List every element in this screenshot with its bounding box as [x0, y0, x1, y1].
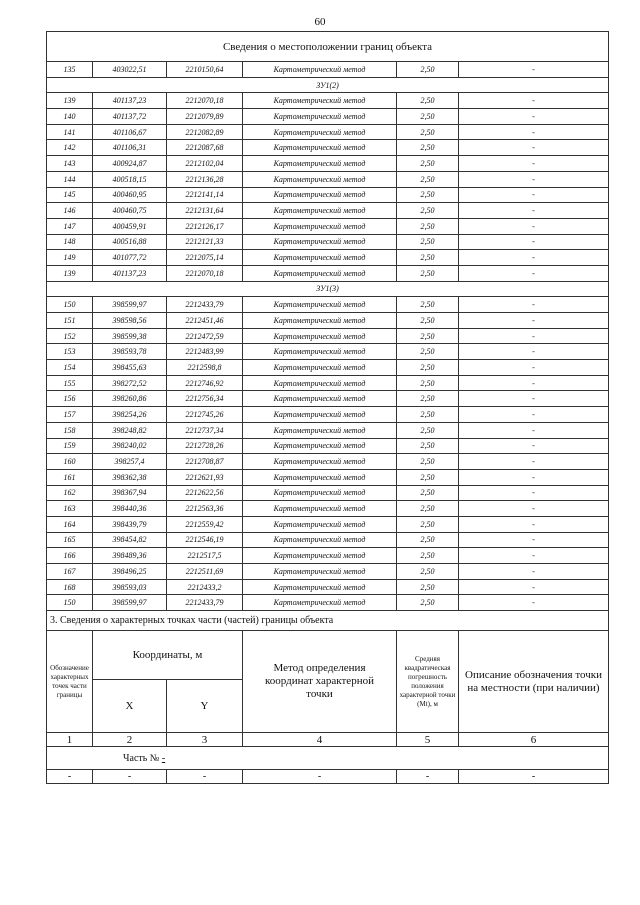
method: Картометрический метод: [243, 265, 397, 281]
method: Картометрический метод: [243, 171, 397, 187]
coord-y: 2212070,18: [167, 265, 243, 281]
table-row: [47, 485, 609, 501]
table-row: [47, 328, 609, 344]
accuracy: 2,50: [397, 485, 459, 501]
accuracy: 2,50: [397, 391, 459, 407]
method: Картометрический метод: [243, 344, 397, 360]
method: Картометрический метод: [243, 391, 397, 407]
table-row: [47, 438, 609, 454]
table-row: [47, 234, 609, 250]
accuracy: 2,50: [397, 438, 459, 454]
group-label: ЗУ1(3): [47, 281, 609, 297]
coord-x: 398489,36: [93, 548, 167, 564]
coord-y: 2212559,42: [167, 516, 243, 532]
coord-y: 2212087,68: [167, 140, 243, 156]
table-row: [47, 548, 609, 564]
point-number: 144: [47, 171, 93, 187]
accuracy: 2,50: [397, 532, 459, 548]
column-number: 6: [459, 733, 609, 747]
coord-x: 403022,51: [93, 62, 167, 78]
accuracy: 2,50: [397, 124, 459, 140]
table-title: Сведения о местоположении границ объекта: [47, 32, 609, 62]
header-method: Метод определения координат характерной точки: [243, 631, 397, 733]
point-number: 142: [47, 140, 93, 156]
coord-x: 398362,38: [93, 469, 167, 485]
coord-y: 2212082,89: [167, 124, 243, 140]
description: -: [459, 422, 609, 438]
point-number: 157: [47, 407, 93, 423]
description: -: [459, 297, 609, 313]
table-row: [47, 62, 609, 78]
description: -: [459, 265, 609, 281]
method: Картометрический метод: [243, 564, 397, 580]
coord-x: 398455,63: [93, 360, 167, 376]
coord-x: 401106,67: [93, 124, 167, 140]
header-coordinates: Координаты, м: [93, 631, 243, 680]
method: Картометрический метод: [243, 218, 397, 234]
table-row: [47, 156, 609, 172]
empty-cell: -: [459, 770, 609, 784]
description: -: [459, 328, 609, 344]
accuracy: 2,50: [397, 313, 459, 329]
coord-y: 2212433,79: [167, 297, 243, 313]
accuracy: 2,50: [397, 218, 459, 234]
point-number: 139: [47, 93, 93, 109]
coord-x: 398454,82: [93, 532, 167, 548]
accuracy: 2,50: [397, 234, 459, 250]
coord-x: 398440,36: [93, 501, 167, 517]
coord-x: 398254,26: [93, 407, 167, 423]
coord-x: 398240,02: [93, 438, 167, 454]
point-number: 165: [47, 532, 93, 548]
method: Картометрический метод: [243, 501, 397, 517]
table-row: [47, 297, 609, 313]
coord-x: 398599,97: [93, 297, 167, 313]
empty-cell: -: [93, 770, 167, 784]
column-number: 4: [243, 733, 397, 747]
description: -: [459, 469, 609, 485]
description: -: [459, 532, 609, 548]
column-number: 2: [93, 733, 167, 747]
method: Картометрический метод: [243, 548, 397, 564]
coord-y: 2212483,99: [167, 344, 243, 360]
table-row: [47, 171, 609, 187]
accuracy: 2,50: [397, 422, 459, 438]
coord-x: 400460,95: [93, 187, 167, 203]
coord-x: 398599,97: [93, 595, 167, 611]
table-row: [47, 93, 609, 109]
coord-x: 398272,52: [93, 375, 167, 391]
table-row: [47, 407, 609, 423]
accuracy: 2,50: [397, 250, 459, 266]
accuracy: 2,50: [397, 344, 459, 360]
column-number: 1: [47, 733, 93, 747]
coord-x: 398367,94: [93, 485, 167, 501]
accuracy: 2,50: [397, 407, 459, 423]
point-number: 161: [47, 469, 93, 485]
coord-x: 400459,91: [93, 218, 167, 234]
description: -: [459, 140, 609, 156]
coord-y: 2212546,19: [167, 532, 243, 548]
table-row: [47, 579, 609, 595]
coord-y: 2212563,36: [167, 501, 243, 517]
coord-x: 398439,79: [93, 516, 167, 532]
header-accuracy: Средняя квадратическая погрешность положения характерной точки (Mt), м: [397, 631, 459, 733]
description: -: [459, 124, 609, 140]
accuracy: 2,50: [397, 360, 459, 376]
method: Картометрический метод: [243, 62, 397, 78]
point-number: 153: [47, 344, 93, 360]
part-label: Часть №: [123, 752, 160, 764]
coord-y: 2212141,14: [167, 187, 243, 203]
accuracy: 2,50: [397, 469, 459, 485]
coord-y: 2212075,14: [167, 250, 243, 266]
method: Картометрический метод: [243, 313, 397, 329]
accuracy: 2,50: [397, 62, 459, 78]
point-number: 141: [47, 124, 93, 140]
description: -: [459, 485, 609, 501]
coord-y: 2212131,64: [167, 203, 243, 219]
description: -: [459, 187, 609, 203]
coord-y: 2212136,28: [167, 171, 243, 187]
table-row: [47, 313, 609, 329]
coord-y: 2212126,17: [167, 218, 243, 234]
table-row: [47, 187, 609, 203]
point-number: 162: [47, 485, 93, 501]
description: -: [459, 375, 609, 391]
accuracy: 2,50: [397, 140, 459, 156]
method: Картометрический метод: [243, 234, 397, 250]
point-number: 155: [47, 375, 93, 391]
coord-x: 398496,25: [93, 564, 167, 580]
coord-x: 400460,75: [93, 203, 167, 219]
point-number: 160: [47, 454, 93, 470]
coord-y: 2212756,34: [167, 391, 243, 407]
part-label-row: [47, 747, 609, 770]
accuracy: 2,50: [397, 156, 459, 172]
header-point-label: Обозначение характерных точек части границы: [47, 631, 93, 733]
coord-x: 398260,86: [93, 391, 167, 407]
header-description: Описание обозначения точки на местности (при наличии): [459, 631, 609, 733]
table-row: [47, 203, 609, 219]
accuracy: 2,50: [397, 454, 459, 470]
section-title: 3. Сведения о характерных точках части (частей) границы объекта: [47, 611, 609, 631]
table-row: [47, 422, 609, 438]
point-number: 150: [47, 595, 93, 611]
method: Картометрический метод: [243, 469, 397, 485]
description: -: [459, 93, 609, 109]
empty-cell: -: [47, 770, 93, 784]
coord-y: 2212598,8: [167, 360, 243, 376]
coord-y: 2212433,79: [167, 595, 243, 611]
description: -: [459, 548, 609, 564]
table-row: [47, 109, 609, 125]
coord-x: 400516,88: [93, 234, 167, 250]
description: -: [459, 438, 609, 454]
accuracy: 2,50: [397, 516, 459, 532]
description: -: [459, 313, 609, 329]
point-number: 139: [47, 265, 93, 281]
description: -: [459, 234, 609, 250]
coord-y: 2212070,18: [167, 93, 243, 109]
point-number: 151: [47, 313, 93, 329]
coord-y: 2212517,5: [167, 548, 243, 564]
coord-y: 2212728,26: [167, 438, 243, 454]
method: Картометрический метод: [243, 532, 397, 548]
accuracy: 2,50: [397, 265, 459, 281]
table-row: [47, 360, 609, 376]
accuracy: 2,50: [397, 203, 459, 219]
description: -: [459, 62, 609, 78]
point-number: 164: [47, 516, 93, 532]
coord-x: 401137,72: [93, 109, 167, 125]
method: Картометрический метод: [243, 516, 397, 532]
description: -: [459, 171, 609, 187]
header-x: X: [93, 680, 167, 733]
table-row: [47, 140, 609, 156]
coord-y: 2212079,89: [167, 109, 243, 125]
table-row: [47, 564, 609, 580]
empty-cell: -: [167, 770, 243, 784]
description: -: [459, 454, 609, 470]
method: Картометрический метод: [243, 328, 397, 344]
description: -: [459, 579, 609, 595]
coord-y: 2210150,64: [167, 62, 243, 78]
method: Картометрический метод: [243, 109, 397, 125]
description: -: [459, 407, 609, 423]
coord-y: 2212708,87: [167, 454, 243, 470]
coord-y: 2212511,69: [167, 564, 243, 580]
empty-cell: -: [243, 770, 397, 784]
accuracy: 2,50: [397, 548, 459, 564]
coord-y: 2212451,46: [167, 313, 243, 329]
description: -: [459, 391, 609, 407]
description: -: [459, 564, 609, 580]
coord-y: 2212102,04: [167, 156, 243, 172]
point-number: 168: [47, 579, 93, 595]
accuracy: 2,50: [397, 93, 459, 109]
point-number: 148: [47, 234, 93, 250]
boundary-coordinates-table: [46, 31, 609, 611]
method: Картометрический метод: [243, 422, 397, 438]
description: -: [459, 360, 609, 376]
table-row: [47, 469, 609, 485]
part-boundary-points-table: [46, 610, 609, 784]
group-row: [47, 77, 609, 93]
table-row: [47, 344, 609, 360]
accuracy: 2,50: [397, 595, 459, 611]
column-number: 5: [397, 733, 459, 747]
table-row: [47, 501, 609, 517]
method: Картометрический метод: [243, 93, 397, 109]
method: Картометрический метод: [243, 124, 397, 140]
point-number: 152: [47, 328, 93, 344]
method: Картометрический метод: [243, 250, 397, 266]
coord-x: 398257,4: [93, 454, 167, 470]
coord-x: 398593,03: [93, 579, 167, 595]
method: Картометрический метод: [243, 140, 397, 156]
description: -: [459, 344, 609, 360]
coord-x: 401106,31: [93, 140, 167, 156]
accuracy: 2,50: [397, 564, 459, 580]
method: Картометрический метод: [243, 187, 397, 203]
accuracy: 2,50: [397, 297, 459, 313]
table-row: [47, 124, 609, 140]
point-number: 143: [47, 156, 93, 172]
method: Картометрический метод: [243, 407, 397, 423]
coord-y: 2212745,26: [167, 407, 243, 423]
method: Картометрический метод: [243, 297, 397, 313]
description: -: [459, 218, 609, 234]
part-value: -: [161, 752, 166, 764]
description: -: [459, 250, 609, 266]
table-row: [47, 218, 609, 234]
coord-x: 398593,78: [93, 344, 167, 360]
coord-x: 401137,23: [93, 265, 167, 281]
coord-x: 398599,38: [93, 328, 167, 344]
point-number: 158: [47, 422, 93, 438]
description: -: [459, 595, 609, 611]
description: -: [459, 516, 609, 532]
method: Картометрический метод: [243, 579, 397, 595]
description: -: [459, 203, 609, 219]
accuracy: 2,50: [397, 187, 459, 203]
empty-cell: -: [397, 770, 459, 784]
point-number: 147: [47, 218, 93, 234]
table-row: [47, 532, 609, 548]
table-row: [47, 375, 609, 391]
description: -: [459, 109, 609, 125]
point-number: 146: [47, 203, 93, 219]
coord-x: 398598,56: [93, 313, 167, 329]
point-number: 149: [47, 250, 93, 266]
coord-x: 401137,23: [93, 93, 167, 109]
accuracy: 2,50: [397, 375, 459, 391]
coord-y: 2212121,33: [167, 234, 243, 250]
description: -: [459, 156, 609, 172]
accuracy: 2,50: [397, 171, 459, 187]
coord-x: 401077,72: [93, 250, 167, 266]
accuracy: 2,50: [397, 579, 459, 595]
column-number: 3: [167, 733, 243, 747]
page-number: 60: [314, 16, 326, 28]
coord-x: 398248,82: [93, 422, 167, 438]
method: Картометрический метод: [243, 203, 397, 219]
point-number: 166: [47, 548, 93, 564]
accuracy: 2,50: [397, 328, 459, 344]
table-row: [47, 516, 609, 532]
point-number: 140: [47, 109, 93, 125]
header-y: Y: [167, 680, 243, 733]
coord-y: 2212746,92: [167, 375, 243, 391]
point-number: 167: [47, 564, 93, 580]
method: Картометрический метод: [243, 485, 397, 501]
table-row: [47, 265, 609, 281]
table-row: [47, 391, 609, 407]
method: Картометрический метод: [243, 595, 397, 611]
table-row: [47, 595, 609, 611]
method: Картометрический метод: [243, 156, 397, 172]
method: Картометрический метод: [243, 375, 397, 391]
coord-x: 400924,87: [93, 156, 167, 172]
point-number: 159: [47, 438, 93, 454]
coord-y: 2212433,2: [167, 579, 243, 595]
accuracy: 2,50: [397, 109, 459, 125]
table-row: [47, 250, 609, 266]
coord-y: 2212621,93: [167, 469, 243, 485]
method: Картометрический метод: [243, 360, 397, 376]
coord-y: 2212737,34: [167, 422, 243, 438]
point-number: 150: [47, 297, 93, 313]
table-row: [47, 454, 609, 470]
description: -: [459, 501, 609, 517]
coord-x: 400518,15: [93, 171, 167, 187]
point-number: 135: [47, 62, 93, 78]
group-row: [47, 281, 609, 297]
point-number: 163: [47, 501, 93, 517]
accuracy: 2,50: [397, 501, 459, 517]
method: Картометрический метод: [243, 438, 397, 454]
point-number: 154: [47, 360, 93, 376]
coord-y: 2212622,56: [167, 485, 243, 501]
coord-y: 2212472,59: [167, 328, 243, 344]
method: Картометрический метод: [243, 454, 397, 470]
group-label: ЗУ1(2): [47, 77, 609, 93]
point-number: 145: [47, 187, 93, 203]
point-number: 156: [47, 391, 93, 407]
